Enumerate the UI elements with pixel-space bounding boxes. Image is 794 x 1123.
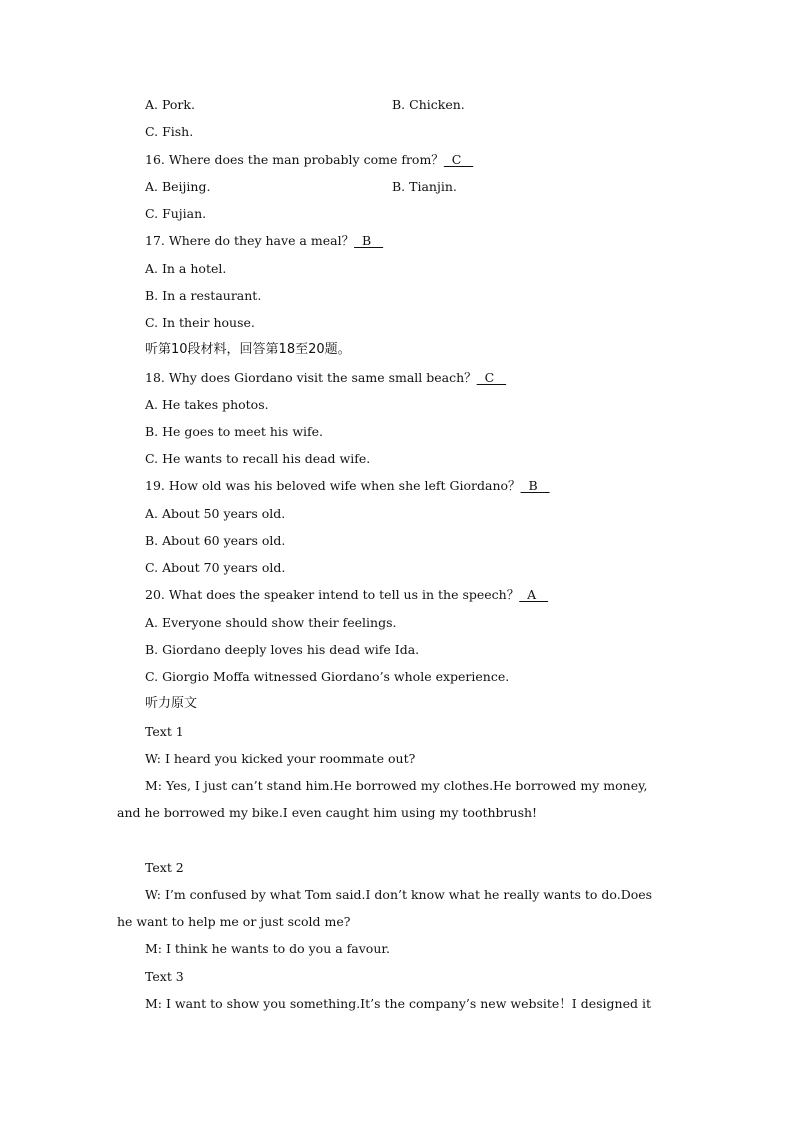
q16-option-c: C. Fujian. [145,206,207,221]
q15-option-b: B. Chicken. [392,97,465,112]
q18-stem-text: 18. Why does Giordano visit the same small beach？ [145,370,477,385]
q20-option-c: C. Giorgio Moffa witnessed Giordano’s whole experience. [145,669,510,684]
q18-stem [145,370,506,386]
q19-option-a: A. About 50 years old. [145,506,286,521]
q19-answer: B [520,478,550,493]
q16-stem [145,152,473,168]
text2-title: Text 2 [145,860,184,875]
q17-stem-text: 17. Where do they have a meal？ [145,233,355,248]
q18-option-c: C. He wants to recall his dead wife. [145,451,371,466]
q18-option-a: A. He takes photos. [145,397,269,412]
q16-option-b: B. Tianjin. [392,179,457,194]
text2-woman-line-1: W: I’m confused by what Tom said.I don’t know what he really wants to do.Does [145,887,653,902]
text2-man-line: M: I think he wants to do you a favour. [145,941,390,956]
transcript-heading: 听力原文 [145,696,198,711]
q17-option-a: A. In a hotel. [145,261,227,276]
q19-stem-text: 19. How old was his beloved wife when she left Giordano？ [145,478,521,493]
text1-man-line-2: and he borrowed my bike.I even caught him using my toothbrush! [117,805,538,820]
text1-title: Text 1 [145,724,184,739]
text1-man-line-1: M: Yes, I just can’t stand him.He borrowed my clothes.He borrowed my money, [145,778,648,793]
q20-stem-text: 20. What does the speaker intend to tell us in the speech？ [145,587,520,602]
q17-option-b: B. In a restaurant. [145,288,262,303]
text3-title: Text 3 [145,969,184,984]
q17-option-c: C. In their house. [145,315,255,330]
section-10-instruction: 听第10段材料，回答第18至20题。 [145,342,351,357]
text2-woman-line-2: he want to help me or just scold me? [117,914,351,929]
q16-stem-text: 16. Where does the man probably come from？ [145,152,444,167]
q18-option-b: B. He goes to meet his wife. [145,424,324,439]
q19-option-b: B. About 60 years old. [145,533,286,548]
q17-answer: B [354,233,384,248]
q17-stem [145,233,383,249]
q15-option-c: C. Fish. [145,124,194,139]
q20-stem [145,587,548,603]
q18-answer: C [476,370,507,385]
q16-option-a: A. Beijing. [145,179,211,194]
q20-option-a: A. Everyone should show their feelings. [145,615,397,630]
q20-answer: A [519,587,549,602]
q20-option-b: B. Giordano deeply loves his dead wife Ida. [145,642,420,657]
q16-answer: C [443,152,474,167]
text3-man-line-1: M: I want to show you something.It’s the company’s new website！I designed it [145,996,651,1011]
q19-stem [145,478,550,494]
text1-woman-line: W: I heard you kicked your roommate out? [145,751,416,766]
q19-option-c: C. About 70 years old. [145,560,286,575]
q15-option-a: A. Pork. [145,97,195,112]
